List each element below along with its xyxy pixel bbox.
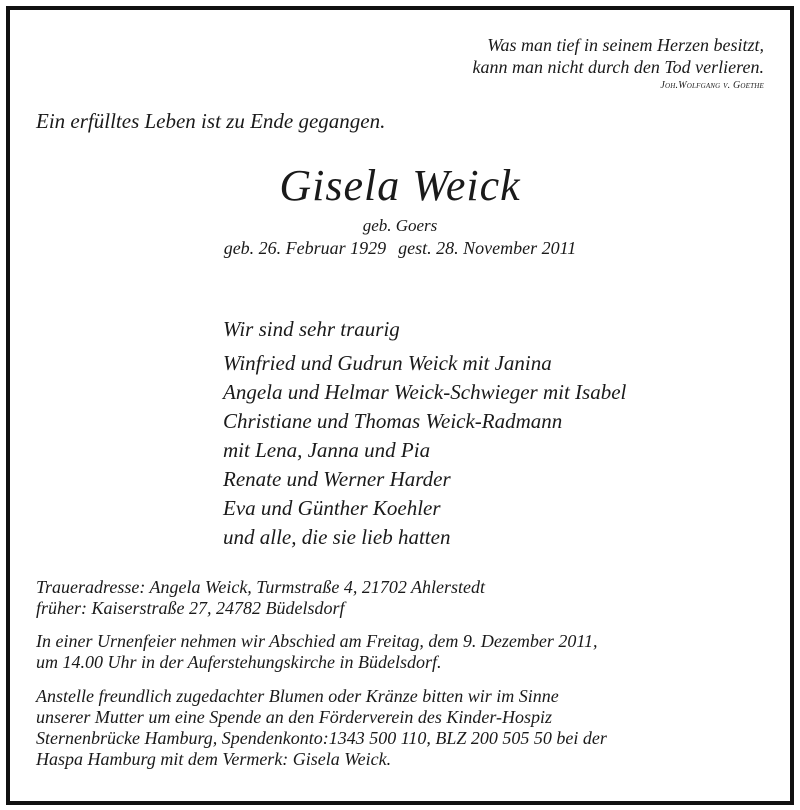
maiden-name: geb. Goers [362, 216, 438, 235]
family-member: mit Lena, Janna und Pia [223, 438, 431, 462]
family-list [223, 349, 626, 552]
ceremony-line: In einer Urnenfeier nehmen wir Abschied am Freitag, dem 9. Dezember 2011, [36, 631, 598, 651]
grief-line: Wir sind sehr traurig [223, 317, 400, 341]
life-dates [10, 238, 790, 259]
ceremony-notice [36, 631, 598, 673]
mourning-address [36, 577, 485, 619]
quote-line: Was man tief in seinem Herzen besitzt, [487, 35, 764, 55]
family-member: Winfried und Gudrun Weick mit Janina [223, 351, 552, 375]
deceased-name: Gisela Weick [279, 161, 521, 210]
family-member: Angela und Helmar Weick-Schwieger mit Isabel [223, 380, 627, 404]
obituary-frame [6, 6, 794, 805]
quote-attribution: Joh.Wolfgang v. Goethe [660, 80, 764, 91]
family-member: Renate und Werner Harder [223, 467, 451, 491]
donation-notice [36, 686, 607, 770]
death-date: gest. 28. November 2011 [398, 238, 577, 258]
donation-line: Haspa Hamburg mit dem Vermerk: Gisela Weick. [36, 749, 392, 769]
birth-date: geb. 26. Februar 1929 [223, 238, 387, 258]
address-line: Traueradresse: Angela Weick, Turmstraße 4, 21702 Ahlerstedt [36, 577, 485, 597]
family-member: Eva und Günther Koehler [223, 496, 441, 520]
intro-line: Ein erfülltes Leben ist zu Ende gegangen. [36, 109, 386, 133]
donation-line: unserer Mutter um eine Spende an den Förderverein des Kinder-Hospiz [36, 707, 553, 727]
family-member: und alle, die sie lieb hatten [223, 525, 451, 549]
donation-line: Anstelle freundlich zugedachter Blumen oder Kränze bitten wir im Sinne [36, 686, 559, 706]
quote-line: kann man nicht durch den Tod verlieren. [472, 57, 764, 77]
address-line: früher: Kaiserstraße 27, 24782 Büdelsdorf [36, 598, 345, 618]
family-member: Christiane und Thomas Weick-Radmann [223, 409, 563, 433]
ceremony-line: um 14.00 Uhr in der Auferstehungskirche in Büdelsdorf. [36, 652, 442, 672]
epigraph-quote [473, 34, 764, 78]
donation-line: Sternenbrücke Hamburg, Spendenkonto:1343 500 110, BLZ 200 505 50 bei der [36, 728, 607, 748]
